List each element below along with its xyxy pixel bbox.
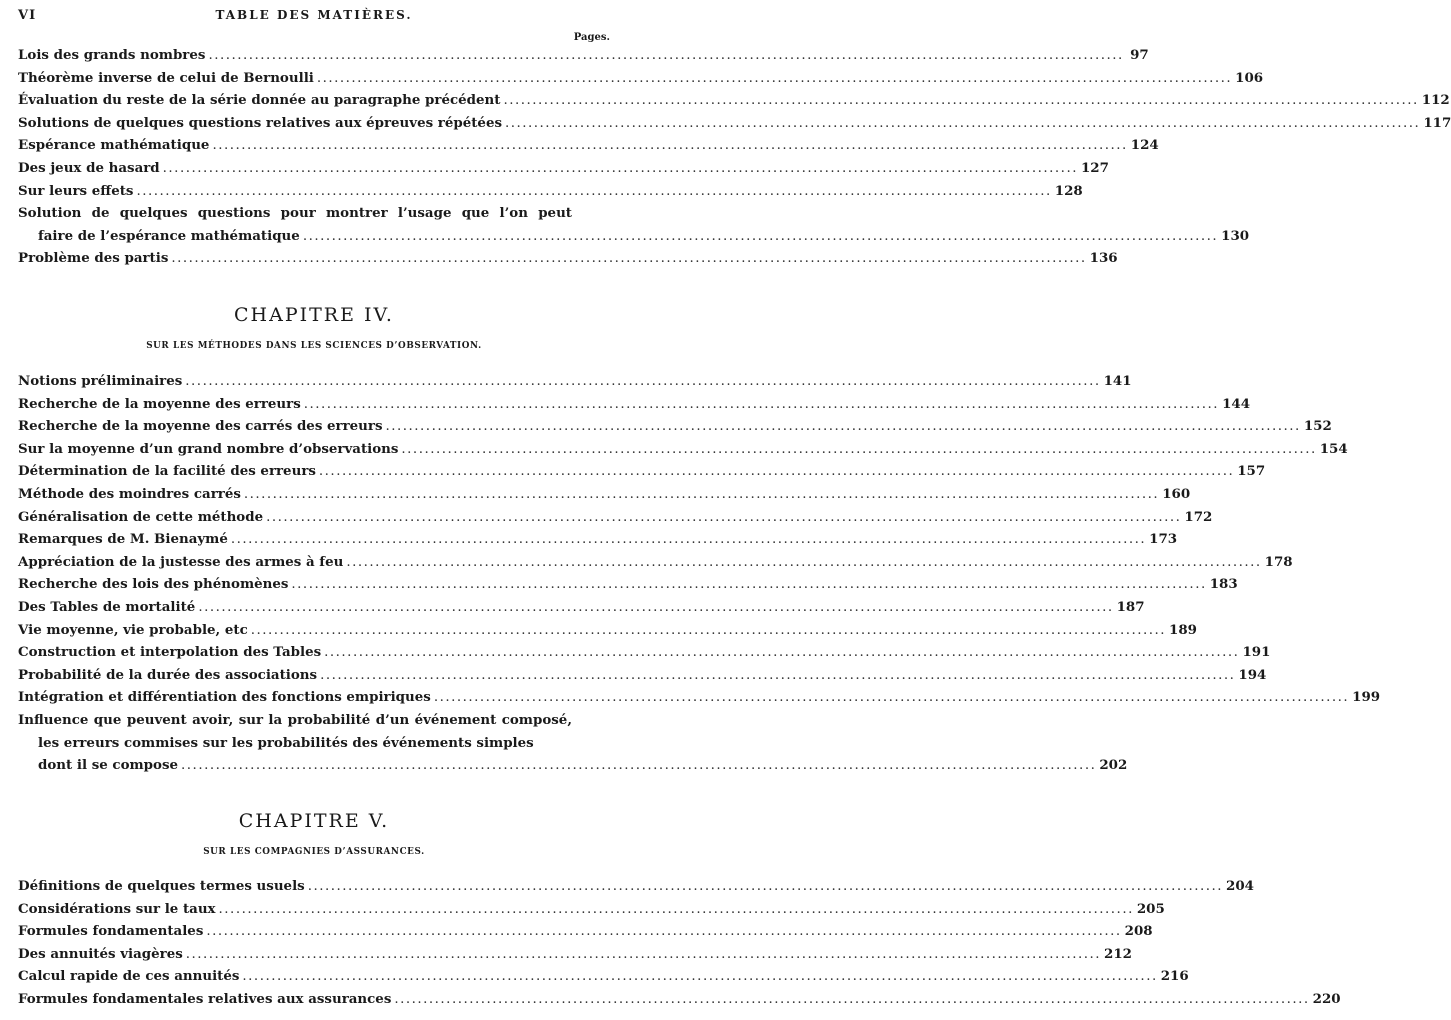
toc-entry-title: Des Tables de mortalité	[18, 598, 196, 615]
toc-entry-page: 173	[1149, 531, 1178, 548]
toc-entry-multiline	[18, 712, 610, 735]
dot-leader	[185, 374, 1100, 389]
dot-leader	[394, 992, 1309, 1007]
toc-entry	[18, 531, 1178, 554]
toc-entry-page: 106	[1235, 69, 1264, 86]
toc-entry	[18, 373, 1132, 396]
toc-entry	[18, 137, 1159, 160]
toc-entry	[18, 47, 1149, 70]
toc-chapter-4	[18, 373, 1381, 780]
dot-leader	[319, 464, 1234, 479]
toc-entry-page: 117	[1423, 114, 1451, 131]
toc-entry-page: 172	[1184, 508, 1213, 525]
toc-entry-title: Méthode des moindres carrés	[18, 485, 241, 502]
toc-entry	[18, 621, 1197, 645]
toc-entry-continuation	[18, 227, 1250, 251]
dot-leader	[505, 116, 1420, 131]
dot-leader	[212, 138, 1127, 153]
toc-entry-title: Vie moyenne, vie probable, etc	[18, 621, 248, 638]
dot-leader	[163, 161, 1078, 176]
running-head	[18, 8, 610, 28]
dot-leader	[219, 902, 1134, 917]
toc-entry-title: Appréciation de la justesse des armes à feu	[18, 553, 344, 570]
toc-entry-title: Sur la moyenne d’un grand nombre d’observations	[18, 440, 399, 457]
toc-entry-title: Notions préliminaires	[18, 373, 183, 389]
toc-entry-page: 152	[1303, 418, 1332, 435]
toc-entry-page: 183	[1209, 576, 1238, 593]
toc-entry	[18, 598, 1145, 622]
dot-leader	[198, 600, 1113, 615]
dot-leader	[304, 397, 1219, 412]
dot-leader	[303, 229, 1218, 244]
toc-entry	[18, 644, 1271, 667]
toc-entry-title: Probabilité de la durée des associations	[18, 666, 318, 683]
dot-leader	[231, 532, 1146, 547]
toc-entry	[18, 508, 1213, 532]
toc-entry-title: Formules fondamentales relatives aux assurances	[18, 990, 392, 1007]
dot-leader	[186, 947, 1101, 962]
dot-leader	[317, 71, 1232, 86]
toc-entry-page: 141	[1103, 373, 1132, 389]
toc-entry-page: 191	[1242, 644, 1271, 661]
dot-leader	[434, 690, 1349, 705]
toc-entry-title: Définitions de quelques termes usuels	[18, 878, 305, 894]
dot-leader	[386, 419, 1301, 434]
chapter-4-subtitle: SUR LES MÉTHODES DANS LES SCIENCES D’OBSERVATION.	[146, 341, 482, 351]
toc-entry-page: 212	[1104, 945, 1132, 962]
toc-entry-page: 128	[1054, 182, 1083, 199]
toc-entry-title: Remarques de M. Bienaymé	[18, 531, 228, 548]
toc-entry-page: 194	[1238, 666, 1267, 683]
dot-leader	[171, 251, 1086, 266]
toc-entry-title: dont il se compose	[38, 757, 179, 774]
pages-column-label: Pages.	[573, 32, 610, 43]
toc-entry-page: 144	[1222, 395, 1251, 412]
toc-entry	[18, 485, 1191, 509]
toc-entry	[18, 69, 1264, 93]
toc-entry-continuation	[18, 735, 610, 758]
toc-entry	[18, 92, 1450, 115]
toc-entry	[18, 440, 1348, 464]
toc-chapter-5	[18, 878, 1341, 1014]
toc-entry-title: Des annuités viagères	[18, 945, 183, 962]
toc-entry-continuation	[18, 757, 1128, 780]
toc-entry-page: 216	[1160, 968, 1189, 985]
dot-leader	[181, 758, 1096, 773]
toc-entry	[18, 968, 1189, 991]
toc-entry	[18, 576, 1238, 599]
toc-entry-page: 205	[1136, 900, 1165, 917]
toc-entry-title: Formules fondamentales	[18, 923, 204, 940]
running-title: TABLE DES MATIÈRES.	[215, 8, 413, 22]
dot-leader	[206, 924, 1121, 939]
toc-entry-title: Construction et interpolation des Tables	[18, 644, 322, 661]
dot-leader	[324, 645, 1239, 660]
toc-entry-title: Des jeux de hasard	[18, 159, 160, 176]
toc-entry	[18, 878, 1254, 901]
dot-leader	[401, 442, 1316, 457]
dot-leader	[320, 668, 1235, 683]
toc-entry-page: 220	[1312, 990, 1341, 1007]
toc-entry-title: Recherche de la moyenne des carrés des erreurs	[18, 418, 383, 435]
toc-entry	[18, 666, 1267, 690]
toc-entry-page: 130	[1221, 227, 1250, 244]
toc-entry	[18, 689, 1381, 712]
toc-entry	[18, 463, 1266, 486]
toc-entry-page: 178	[1264, 553, 1293, 570]
chapter-4-title: CHAPITRE IV.	[234, 304, 394, 326]
dot-leader	[251, 623, 1166, 638]
toc-entry-page: 204	[1226, 878, 1254, 894]
toc-entry-page: 199	[1352, 689, 1381, 706]
toc-entry-title: Calcul rapide de ces annuités	[18, 968, 240, 985]
toc-entry-page: 97	[1130, 47, 1149, 63]
toc-entry	[18, 182, 1083, 206]
toc-entry	[18, 114, 1451, 138]
toc-entry-title: Intégration et différentiation des fonctions empiriques	[18, 689, 431, 706]
toc-entry-title: Solution de quelques questions pour montrer l’usage que l’on peut	[18, 205, 572, 222]
toc-entry-title: Recherche des lois des phénomènes	[18, 576, 289, 593]
toc-entry	[18, 990, 1341, 1014]
toc-entry-title: Recherche de la moyenne des erreurs	[18, 395, 301, 412]
toc-entry-title: Problème des partis	[18, 250, 169, 267]
toc-entry-title: Sur leurs effets	[18, 182, 134, 199]
toc-entry-page: 136	[1089, 250, 1118, 267]
toc-entry	[18, 250, 1118, 273]
toc-entry-title: Évaluation du reste de la série donnée au paragraphe précédent	[18, 92, 501, 109]
toc-entry-page: 187	[1116, 598, 1145, 615]
toc-entry	[18, 395, 1251, 419]
toc-entry-page: 124	[1130, 137, 1159, 154]
toc-entry-page: 202	[1099, 757, 1128, 774]
toc-entry-title: Détermination de la facilité des erreurs	[18, 463, 316, 480]
toc-entry	[18, 159, 1109, 183]
toc-entry-page: 127	[1080, 159, 1109, 176]
toc-entry	[18, 418, 1332, 441]
toc-entry	[18, 945, 1132, 969]
page-folio: VI	[18, 8, 37, 23]
toc-section-1	[18, 47, 1451, 273]
dot-leader	[346, 555, 1261, 570]
toc-entry-page: 157	[1237, 463, 1266, 480]
dot-leader	[242, 969, 1157, 984]
chapter-5-title: CHAPITRE V.	[238, 810, 390, 832]
toc-entry-page: 112	[1421, 92, 1450, 109]
toc-entry-title: Théorème inverse de celui de Bernoulli	[18, 69, 314, 86]
dot-leader	[208, 48, 1123, 63]
toc-entry-title: les erreurs commises sur les probabilités des événements simples	[38, 734, 534, 751]
toc-entry-page: 154	[1319, 440, 1348, 457]
toc-entry-title: Solutions de quelques questions relatives aux épreuves répétées	[18, 114, 503, 131]
toc-entry	[18, 553, 1293, 577]
dot-leader	[244, 487, 1159, 502]
toc-entry-multiline	[18, 205, 610, 228]
dot-leader	[291, 577, 1206, 592]
toc-entry-title: Généralisation de cette méthode	[18, 508, 264, 525]
toc-entry-title: faire de l’espérance mathématique	[38, 227, 300, 244]
chapter-5-subtitle: SUR LES COMPAGNIES D’ASSURANCES.	[203, 847, 425, 857]
toc-entry-page: 208	[1124, 923, 1153, 940]
toc-entry-title: Considérations sur le taux	[18, 900, 216, 917]
toc-entry-title: Influence que peuvent avoir, sur la probabilité d’un événement composé,	[18, 711, 572, 728]
toc-entry	[18, 900, 1165, 924]
toc-entry	[18, 923, 1153, 946]
dot-leader	[308, 879, 1223, 894]
toc-entry-title: Lois des grands nombres	[18, 47, 206, 63]
dot-leader	[266, 510, 1181, 525]
toc-entry-page: 160	[1162, 485, 1191, 502]
dot-leader	[503, 93, 1418, 108]
dot-leader	[136, 184, 1051, 199]
toc-entry-page: 189	[1169, 621, 1197, 638]
toc-entry-title: Espérance mathématique	[18, 137, 210, 154]
